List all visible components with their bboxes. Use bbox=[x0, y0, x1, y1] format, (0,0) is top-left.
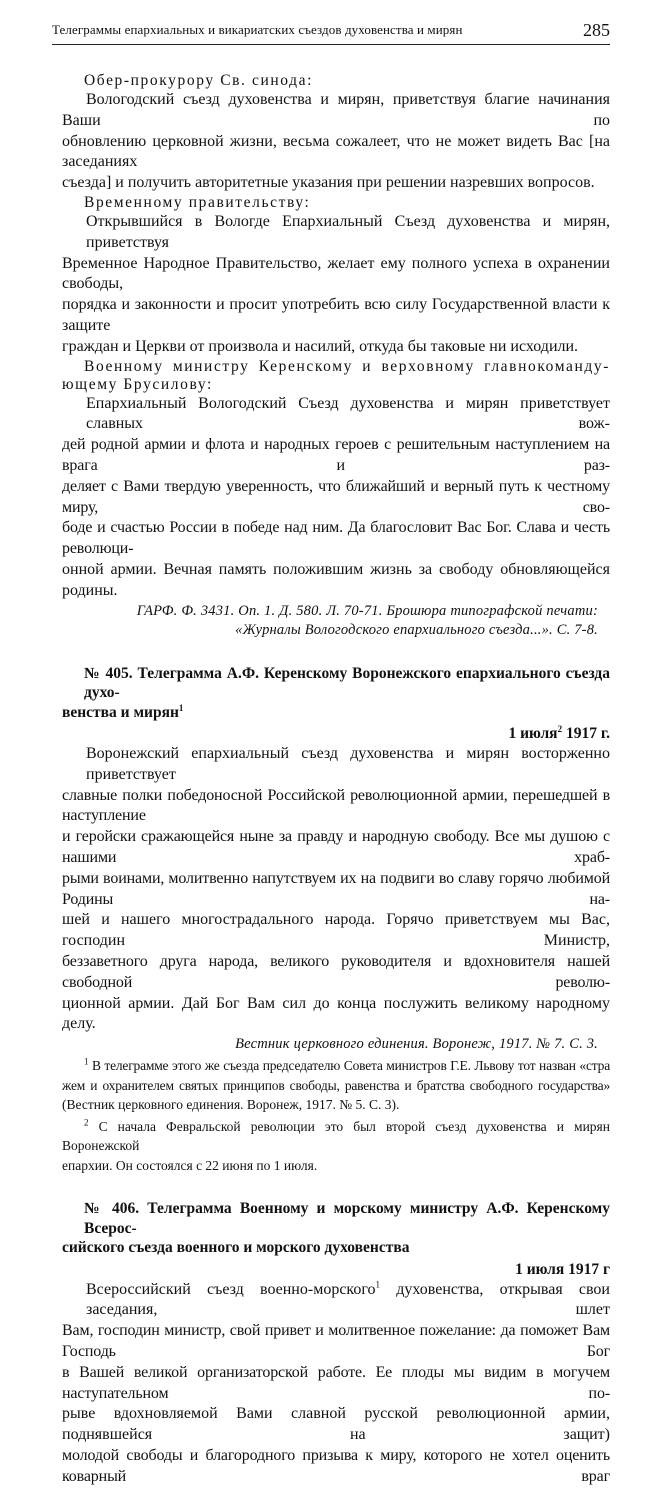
text-line: съезда] и получить авторитетные указания при решении назревших вопросов. bbox=[62, 174, 595, 192]
text-line: (Вестник церковного единения. Воронеж, 1917. № 5. С. 3). bbox=[62, 1097, 400, 1113]
text-line: дей родной армии и флота и народных героев с решительным наступлением на врага и раз- bbox=[62, 436, 610, 474]
text-line: Воронежский епархиальный съезд духовенства и мирян восторженно приветствует bbox=[86, 745, 610, 783]
text-line: граждан и Церкви от произвола и насилий, откуда бы таковые ни исходили. bbox=[62, 337, 579, 355]
text-run: Всероссийский съезд военно-морского bbox=[86, 1280, 376, 1298]
title-text: венства и мирян bbox=[62, 703, 179, 721]
document-title-406 bbox=[62, 1199, 610, 1258]
text-line bbox=[62, 1280, 610, 1322]
text-line: деляет с Вами твердую уверенность, что ближайший и верный путь к честному миру, сво- bbox=[62, 477, 610, 516]
text-line: молодой свободы и благородного призыва к миру, которого не хотел оценить коварный враг bbox=[62, 1447, 610, 1485]
text-line bbox=[62, 1117, 610, 1156]
text-line: № 406. Телеграмма Военному и морскому министру А.Ф. Керенскому Всерос- bbox=[84, 1200, 610, 1237]
text-line: епархии. Он состоялся с 22 июня по 1 июля. bbox=[62, 1157, 318, 1173]
text-line: Военному министру Керенскому и верховному главнокоманду- bbox=[84, 357, 610, 375]
footnote-2 bbox=[62, 1117, 610, 1176]
document-date-405 bbox=[62, 724, 610, 744]
paragraph-vologda-1 bbox=[62, 90, 610, 132]
text-line: «Журналы Вологодского епархиального съезда...». С. 7-8. bbox=[235, 621, 598, 638]
paragraph-406 bbox=[62, 1280, 610, 1488]
text-line bbox=[62, 1056, 610, 1076]
text-line: Временное Народное Правительство, желает ему полного успеха в охранении свободы, bbox=[62, 254, 610, 293]
page-number: 285 bbox=[583, 20, 610, 40]
text-line: № 405. Телеграмма А.Ф. Керенскому Воронежского епархиального съезда духо- bbox=[84, 664, 610, 702]
text-line bbox=[62, 703, 610, 723]
footnote-ref: 2 bbox=[557, 723, 563, 734]
text-line: ГАРФ. Ф. 3431. Оп. 1. Д. 580. Л. 70-71. Брошюра типографской печати: bbox=[136, 602, 598, 619]
document-date-406 bbox=[62, 1260, 610, 1280]
source-citation-405 bbox=[62, 1035, 610, 1054]
date-text: 1 июля bbox=[508, 725, 558, 743]
footnote-mark: 2 bbox=[84, 1117, 89, 1128]
document-title-405 bbox=[62, 664, 610, 723]
text-line: онной армии. Вечная память положившим жизнь за свободу обновляющейся родины. bbox=[62, 560, 610, 599]
running-title: Телеграммы епархиальных и викариатских съездов духовенства и мирян bbox=[52, 22, 463, 37]
addressee-war-minister bbox=[62, 358, 610, 394]
date-text: 1917 г. bbox=[562, 725, 610, 743]
source-citation-vologda bbox=[62, 602, 610, 640]
text-line: Обер-прокурору Св. синода: bbox=[84, 72, 314, 89]
text-line: рыве вдохновляемой Вами славной русской революционной армии, поднявшейся на защит) bbox=[62, 1405, 610, 1444]
text-line: Временному правительству: bbox=[84, 193, 311, 211]
text-line: обновлению церковной жизни, весьма сожалеет, что не может видеть Вас [на заседаниях bbox=[62, 132, 610, 171]
text-line: ющему Брусилову: bbox=[62, 375, 213, 393]
text-line: жем и охранителем святых принципов свободы, равенства и братства свободного государства» bbox=[62, 1077, 610, 1093]
footnote-text: С начала Февральской революции это был второй съезд духовенства и мирян Воронежской bbox=[62, 1118, 610, 1154]
text-line: славные полки победоносной Российской революционной армии, перешедшей в наступление bbox=[62, 786, 610, 825]
text-line: ционной армии. Дай Бог Вам сил до конца послужить великому народному делу. bbox=[62, 994, 610, 1033]
footnote-ref: 1 bbox=[178, 702, 184, 713]
text-line: в Вашей великой организаторской работе. Ее плоды мы видим в могучем наступательном по- bbox=[62, 1363, 610, 1402]
text-line: порядка и законности и просит употребить всю силу Государственной власти к защите bbox=[62, 296, 610, 334]
text-line: боде и счастью России в победе над ним. Да благословит Вас Бог. Слава и честь революци- bbox=[62, 519, 610, 558]
footnote-mark: 1 bbox=[84, 1056, 89, 1067]
text-run: духовенства, открывая свои заседания, шлет bbox=[86, 1280, 610, 1319]
text-line: и геройски сражающейся ныне за правду и народную свободу. Все мы душою с нашими храб- bbox=[62, 828, 610, 867]
text-line: Вологодский съезд духовенства и мирян, приветствуя благие начинания Ваши по bbox=[62, 91, 610, 129]
running-head bbox=[52, 20, 610, 42]
text-line: Вам, господин министр, свой привет и молитвенное пожелание: да поможет Вам Господь Бог bbox=[62, 1322, 610, 1361]
paragraph-vologda-3 bbox=[62, 394, 610, 602]
paragraph-vologda-1-cont bbox=[62, 132, 610, 194]
header-rule bbox=[52, 44, 610, 45]
footnote-1 bbox=[62, 1056, 610, 1115]
addressee-provisional-government bbox=[62, 194, 610, 212]
paragraph-405 bbox=[62, 744, 610, 1035]
text-line: Епархиальный Вологодский Съезд духовенства и мирян приветствует славных вож- bbox=[86, 394, 610, 433]
date-text: 1 июля 1917 г bbox=[515, 1260, 610, 1278]
text-line: Вестник церковного единения. Воронеж, 1917. № 7. С. 3. bbox=[235, 1036, 598, 1053]
addressee-ober-procurator bbox=[62, 72, 610, 90]
text-line: Открывшийся в Вологде Епархиальный Съезд духовенства и мирян, приветствуя bbox=[86, 212, 610, 251]
footnote-ref: 1 bbox=[375, 1279, 381, 1290]
text-line: рыми воинами, молитвенно напутствуем их на подвиги во славу горячо любимой Родины на- bbox=[62, 869, 610, 908]
footnote-text: В телеграмме этого же съезда председателю Совета министров Г.Е. Львову тот назван «стра bbox=[88, 1058, 610, 1074]
text-line: сийского съезда военного и морского духовенства bbox=[62, 1239, 410, 1257]
paragraph-vologda-2 bbox=[62, 212, 610, 358]
text-line: беззаветного друга народа, великого руководителя и вдохновителя нашей свободной револю- bbox=[62, 953, 610, 991]
text-line: шей и нашего многострадального народа. Горячо приветствуем мы Вас, господин Министр, bbox=[62, 911, 610, 950]
page-content bbox=[62, 72, 610, 1488]
